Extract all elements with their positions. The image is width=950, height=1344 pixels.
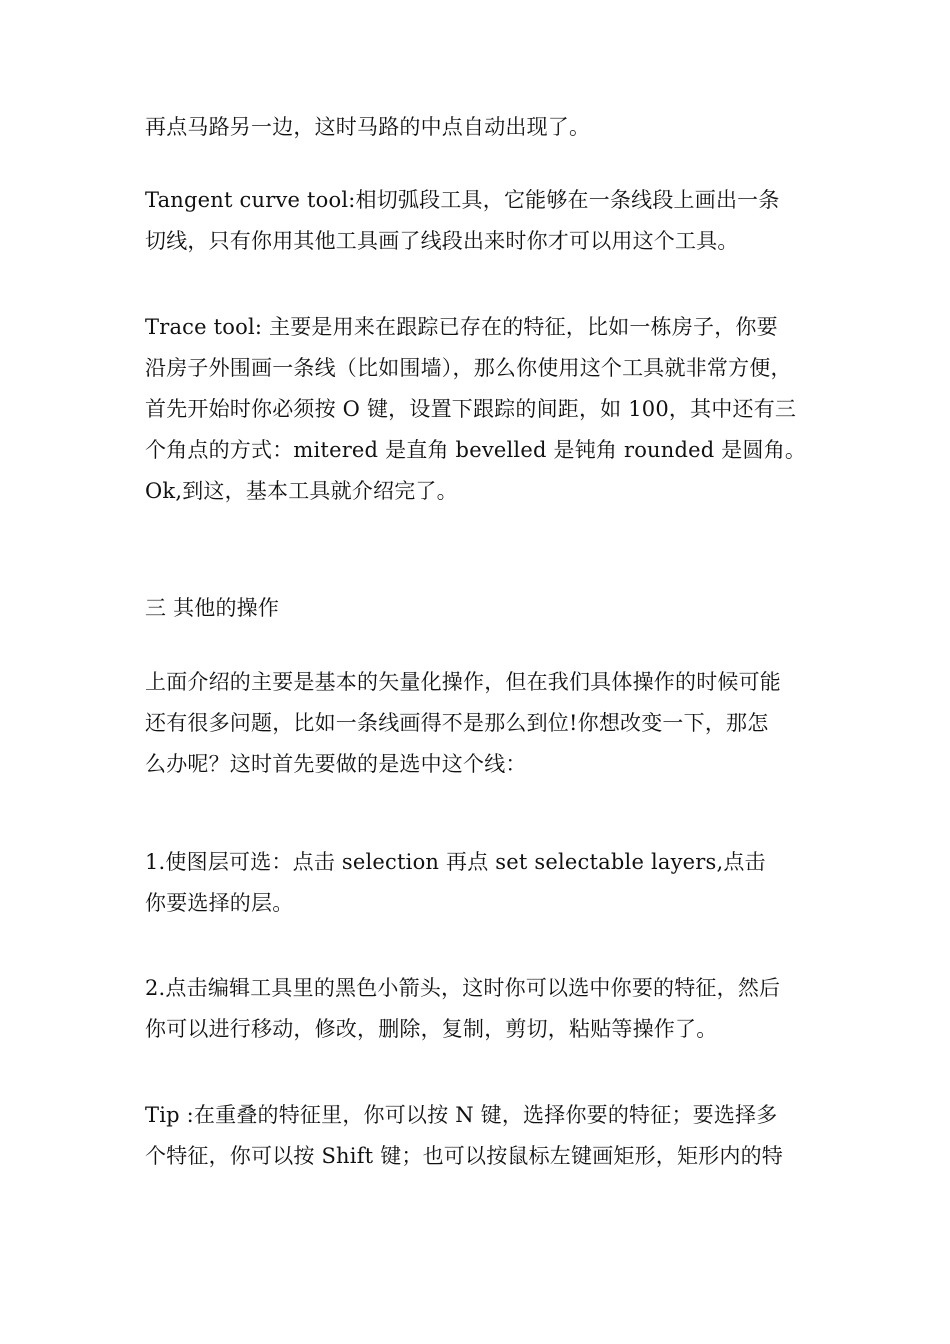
text-line: Tangent curve tool:相切弧段工具，它能够在一条线段上画出一条: [145, 188, 780, 212]
text-line: 上面介绍的主要是基本的矢量化操作，但在我们具体操作的时候可能: [145, 670, 781, 694]
paragraph-selection-intro: [145, 662, 815, 785]
paragraph-step-1: [145, 842, 815, 924]
text-line: 沿房子外围画一条线（比如围墙），那么你使用这个工具就非常方便，: [145, 356, 792, 380]
paragraph-trace-tool: [145, 307, 815, 512]
text-line: 你要选择的层。: [145, 891, 294, 915]
text-line: 还有很多问题，比如一条线画得不是那么到位!你想改变一下，那怎: [145, 711, 769, 735]
paragraph-road-midpoint: [145, 107, 815, 148]
text-line: 三 其他的操作: [145, 596, 280, 620]
text-line: 个角点的方式：mitered 是直角 bevelled 是钝角 rounded 是圆角。: [145, 438, 807, 462]
text-line: 个特征，你可以按 Shift 键；也可以按鼠标左键画矩形，矩形内的特: [145, 1144, 783, 1168]
text-line: 1.使图层可选：点击 selection 再点 set selectable layers,点击: [145, 850, 766, 874]
text-line: 切线，只有你用其他工具画了线段出来时你才可以用这个工具。: [145, 229, 739, 253]
paragraph-tangent-curve-tool: [145, 180, 815, 262]
text-line: 首先开始时你必须按 O 键，设置下跟踪的间距，如 100，其中还有三: [145, 397, 797, 421]
section-heading-other-operations: [145, 588, 815, 629]
text-line: 你可以进行移动，修改，删除，复制，剪切，粘贴等操作了。: [145, 1017, 718, 1041]
text-line: Tip :在重叠的特征里，你可以按 N 键，选择你要的特征；要选择多: [145, 1103, 778, 1127]
text-line: Ok,到这，基本工具就介绍完了。: [145, 479, 458, 503]
paragraph-step-2: [145, 968, 815, 1050]
text-line: 2.点击编辑工具里的黑色小箭头，这时你可以选中你要的特征，然后: [145, 976, 781, 1000]
paragraph-tip: [145, 1095, 815, 1177]
text-line: 再点马路另一边，这时马路的中点自动出现了。: [145, 115, 591, 139]
text-line: 么办呢？这时首先要做的是选中这个线：: [145, 752, 527, 776]
text-line: Trace tool: 主要是用来在跟踪已存在的特征，比如一栋房子，你要: [145, 315, 778, 339]
